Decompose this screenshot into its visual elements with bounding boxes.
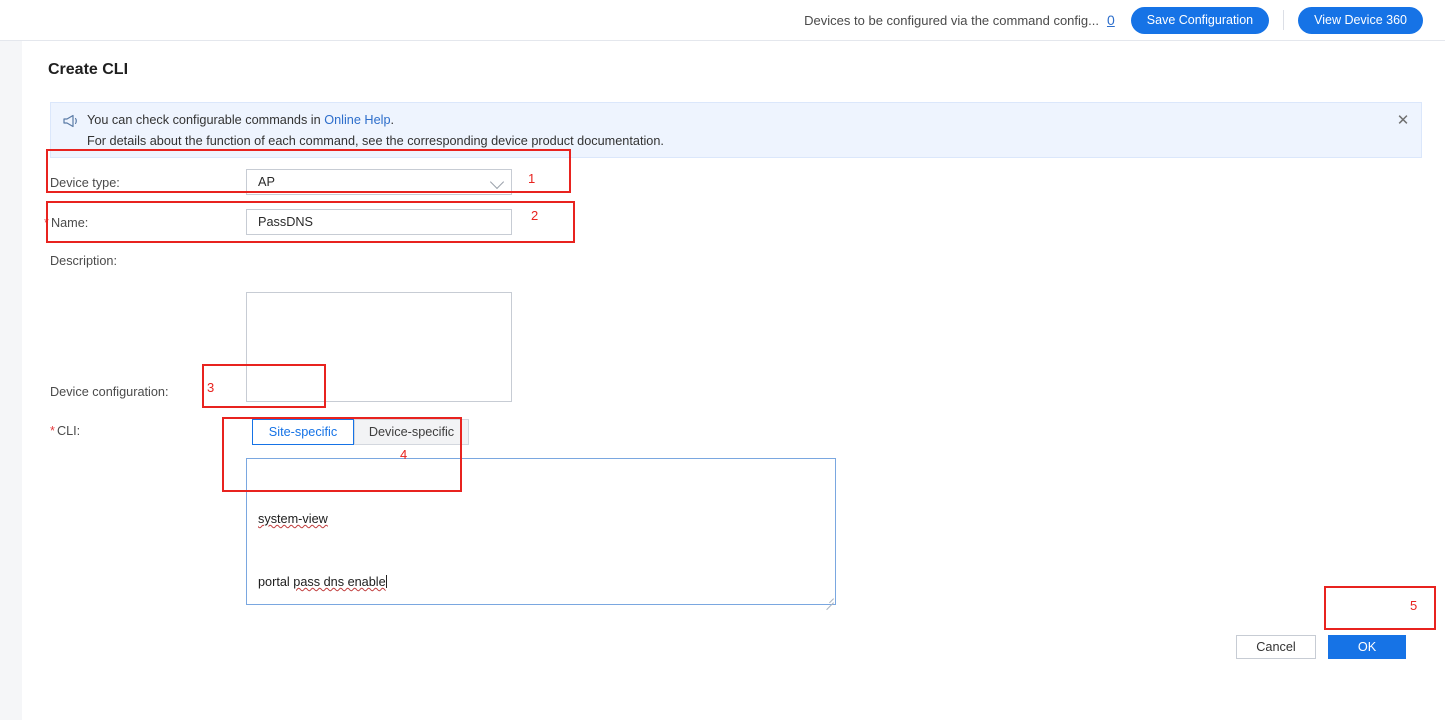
ok-button[interactable]: OK <box>1328 635 1406 659</box>
required-asterisk-cli: * <box>50 424 55 438</box>
save-configuration-button[interactable]: Save Configuration <box>1131 7 1269 34</box>
annotation-number-5: 5 <box>1410 598 1418 613</box>
annotation-number-3: 3 <box>207 380 215 395</box>
device-configuration-label: Device configuration: <box>50 385 169 399</box>
tab-site-specific[interactable]: Site-specific <box>252 419 354 445</box>
cli-label <box>50 424 80 438</box>
devices-count-link[interactable]: 0 <box>1106 12 1115 28</box>
cli-line-1: system-view <box>258 512 328 526</box>
annotation-number-2: 2 <box>531 208 539 223</box>
close-icon[interactable]: ✕ <box>1396 112 1410 129</box>
description-label: Description: <box>50 254 117 268</box>
annotation-number-4: 4 <box>400 447 408 462</box>
chevron-down-icon <box>490 175 504 189</box>
banner-line-1-suffix: . <box>390 113 395 127</box>
cancel-button[interactable]: Cancel <box>1236 635 1316 659</box>
page-title: Create CLI <box>48 61 129 78</box>
name-label <box>44 216 88 230</box>
tab-device-specific[interactable]: Device-specific <box>354 419 469 445</box>
devices-to-configure-label: Devices to be configured via the command config... <box>804 12 1099 28</box>
toolbar-divider <box>1283 10 1284 30</box>
banner-line-2: For details about the function of each command, see the corresponding device product documentation. <box>87 134 664 148</box>
info-banner <box>50 102 1422 158</box>
cli-textarea[interactable] <box>246 458 836 605</box>
online-help-link[interactable]: Online Help <box>324 113 391 127</box>
top-bar <box>0 0 1445 41</box>
device-type-select[interactable] <box>246 169 512 195</box>
banner-line-1-prefix: You can check configurable commands in <box>87 113 325 127</box>
annotation-box-5 <box>1324 586 1436 630</box>
device-type-value: AP <box>258 175 275 189</box>
left-rail <box>0 41 23 720</box>
device-type-label: Device type: <box>50 176 120 190</box>
description-textarea[interactable] <box>246 292 512 402</box>
announcement-icon <box>63 114 79 128</box>
name-label-text: Name: <box>50 216 89 230</box>
cli-label-text: CLI: <box>56 424 81 438</box>
required-asterisk-name: * <box>44 216 49 230</box>
main-content <box>22 41 1445 720</box>
name-input[interactable] <box>246 209 512 235</box>
annotation-number-1: 1 <box>528 171 536 186</box>
view-device-360-button[interactable]: View Device 360 <box>1298 7 1423 34</box>
cli-line-2-rest: pass dns enable <box>293 575 386 589</box>
banner-line-1 <box>87 113 394 127</box>
cli-line-2-word1: portal <box>258 575 294 589</box>
